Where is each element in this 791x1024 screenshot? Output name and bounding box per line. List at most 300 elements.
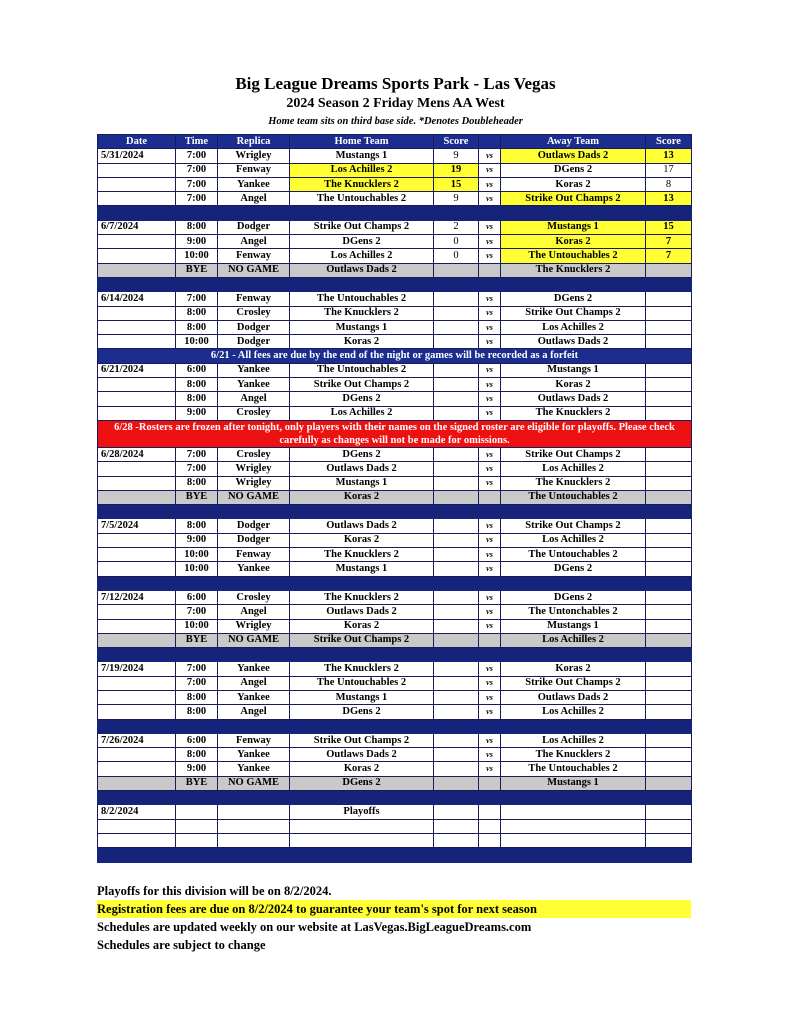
replica-cell: Dodger [218, 519, 290, 533]
replica-cell: Crosley [218, 306, 290, 320]
home-score-cell [434, 605, 479, 619]
home-score-cell: 19 [434, 163, 479, 177]
game-row [98, 149, 692, 163]
home-team-cell: The Untouchables 2 [290, 363, 434, 377]
divider-cell [98, 648, 692, 662]
time-cell: 8:00 [176, 220, 218, 234]
time-cell: 7:00 [176, 676, 218, 690]
fee-notice-row [98, 349, 692, 363]
home-score-cell: 15 [434, 177, 479, 191]
home-team-cell: Koras 2 [290, 533, 434, 547]
home-score-cell [434, 378, 479, 392]
vs-cell: vs [479, 676, 501, 690]
replica-cell: Crosley [218, 447, 290, 461]
game-row [98, 748, 692, 762]
away-team-cell: Outlaws Dads 2 [501, 149, 646, 163]
home-team-cell [290, 833, 434, 847]
vs-cell: vs [479, 363, 501, 377]
replica-cell [218, 805, 290, 819]
away-score-cell [646, 447, 692, 461]
replica-cell: NO GAME [218, 263, 290, 277]
home-score-cell [434, 533, 479, 547]
away-team-cell: The Untouchables 2 [501, 249, 646, 263]
away-score-cell [646, 562, 692, 576]
home-team-cell: Mustangs 1 [290, 476, 434, 490]
vs-cell: vs [479, 562, 501, 576]
vs-cell: vs [479, 292, 501, 306]
away-team-cell: The Knucklers 2 [501, 748, 646, 762]
home-score-cell [434, 676, 479, 690]
date-cell [98, 833, 176, 847]
home-score-cell [434, 776, 479, 790]
time-cell [176, 819, 218, 833]
vs-cell: vs [479, 605, 501, 619]
home-score-cell [434, 462, 479, 476]
game-row [98, 392, 692, 406]
game-row [98, 292, 692, 306]
vs-cell: vs [479, 447, 501, 461]
away-team-cell: Strike Out Champs 2 [501, 676, 646, 690]
bye-row [98, 263, 692, 277]
home-score-cell [434, 292, 479, 306]
replica-cell: Yankee [218, 690, 290, 704]
website-note: Schedules are updated weekly on our website at LasVegas.BigLeagueDreams.com [97, 920, 532, 934]
vs-cell: vs [479, 335, 501, 349]
time-cell: 10:00 [176, 619, 218, 633]
away-score-cell [646, 690, 692, 704]
home-team-cell: Koras 2 [290, 762, 434, 776]
date-cell: 7/5/2024 [98, 519, 176, 533]
vs-cell: vs [479, 733, 501, 747]
vs-cell: vs [479, 690, 501, 704]
home-team-cell: The Knucklers 2 [290, 306, 434, 320]
home-team-cell: DGens 2 [290, 776, 434, 790]
time-cell: BYE [176, 490, 218, 504]
date-cell [98, 392, 176, 406]
home-team-cell: The Untouchables 2 [290, 192, 434, 206]
home-team-cell: The Untouchables 2 [290, 292, 434, 306]
game-row [98, 533, 692, 547]
away-score-cell [646, 548, 692, 562]
week-divider-row [98, 206, 692, 220]
away-score-cell: 7 [646, 235, 692, 249]
vs-cell [479, 776, 501, 790]
date-cell [98, 249, 176, 263]
date-cell [98, 562, 176, 576]
home-score-cell [434, 819, 479, 833]
vs-cell: vs [479, 619, 501, 633]
away-score-cell [646, 320, 692, 334]
notice-text: 6/21 - All fees are due by the end of the night or games will be recorded as a forfeit [98, 349, 692, 363]
week-divider-row [98, 791, 692, 805]
replica-cell: Angel [218, 235, 290, 249]
away-team-cell: Strike Out Champs 2 [501, 447, 646, 461]
game-row [98, 819, 692, 833]
home-team-cell: The Untouchables 2 [290, 676, 434, 690]
bye-row [98, 490, 692, 504]
game-row [98, 447, 692, 461]
divider-cell [98, 576, 692, 590]
replica-cell: Dodger [218, 320, 290, 334]
away-team-cell: DGens 2 [501, 562, 646, 576]
away-team-cell: Mustangs 1 [501, 220, 646, 234]
away-team-cell: Los Achilles 2 [501, 462, 646, 476]
time-cell: 8:00 [176, 476, 218, 490]
away-team-cell: DGens 2 [501, 292, 646, 306]
week-divider-row [98, 848, 692, 862]
home-team-cell: Mustangs 1 [290, 320, 434, 334]
home-score-cell [434, 690, 479, 704]
vs-cell: vs [479, 220, 501, 234]
column-header: Score [646, 135, 692, 149]
replica-cell: NO GAME [218, 776, 290, 790]
home-score-cell [434, 392, 479, 406]
date-cell: 5/31/2024 [98, 149, 176, 163]
away-team-cell: Strike Out Champs 2 [501, 306, 646, 320]
away-score-cell: 13 [646, 149, 692, 163]
time-cell: 8:00 [176, 690, 218, 704]
away-team-cell: Los Achilles 2 [501, 320, 646, 334]
home-team-cell: Strike Out Champs 2 [290, 733, 434, 747]
away-team-cell: Los Achilles 2 [501, 705, 646, 719]
home-score-cell [434, 748, 479, 762]
home-score-cell [434, 705, 479, 719]
time-cell: 9:00 [176, 235, 218, 249]
page-subtitle: 2024 Season 2 Friday Mens AA West [286, 96, 505, 111]
away-score-cell [646, 819, 692, 833]
away-score-cell [646, 378, 692, 392]
away-team-cell: The Untouchables 2 [501, 548, 646, 562]
home-team-cell: Playoffs [290, 805, 434, 819]
away-team-cell [501, 833, 646, 847]
game-row [98, 733, 692, 747]
date-cell [98, 378, 176, 392]
home-score-cell [434, 519, 479, 533]
home-score-cell [434, 562, 479, 576]
game-row [98, 676, 692, 690]
date-cell [98, 605, 176, 619]
bye-row [98, 633, 692, 647]
away-score-cell [646, 619, 692, 633]
away-score-cell [646, 363, 692, 377]
vs-cell: vs [479, 748, 501, 762]
away-team-cell: Koras 2 [501, 662, 646, 676]
away-score-cell [646, 676, 692, 690]
time-cell: 10:00 [176, 335, 218, 349]
vs-cell: vs [479, 378, 501, 392]
vs-cell [479, 819, 501, 833]
game-row [98, 690, 692, 704]
home-score-cell [434, 406, 479, 420]
time-cell: 9:00 [176, 762, 218, 776]
away-score-cell: 17 [646, 163, 692, 177]
away-score-cell [646, 705, 692, 719]
vs-cell: vs [479, 590, 501, 604]
time-cell: 8:00 [176, 519, 218, 533]
game-row [98, 705, 692, 719]
time-cell: 6:00 [176, 733, 218, 747]
away-score-cell [646, 292, 692, 306]
vs-cell [479, 833, 501, 847]
replica-cell: Fenway [218, 548, 290, 562]
time-cell: 8:00 [176, 306, 218, 320]
schedule-table [97, 134, 692, 863]
away-team-cell: The Knucklers 2 [501, 406, 646, 420]
date-cell [98, 192, 176, 206]
home-team-cell: Los Achilles 2 [290, 163, 434, 177]
away-team-cell: The Untouchables 2 [501, 490, 646, 504]
table-header-row [98, 135, 692, 149]
date-cell [98, 235, 176, 249]
time-cell: 7:00 [176, 605, 218, 619]
date-cell [98, 748, 176, 762]
home-team-cell: DGens 2 [290, 392, 434, 406]
home-score-cell: 2 [434, 220, 479, 234]
home-score-cell [434, 447, 479, 461]
vs-cell: vs [479, 548, 501, 562]
date-cell [98, 548, 176, 562]
away-score-cell [646, 776, 692, 790]
away-score-cell [646, 519, 692, 533]
column-header [479, 135, 501, 149]
column-header: Home Team [290, 135, 434, 149]
column-header: Replica [218, 135, 290, 149]
vs-cell: vs [479, 462, 501, 476]
date-cell [98, 177, 176, 191]
vs-cell: vs [479, 762, 501, 776]
time-cell: 7:00 [176, 447, 218, 461]
replica-cell: Crosley [218, 590, 290, 604]
date-cell: 6/28/2024 [98, 447, 176, 461]
game-row [98, 378, 692, 392]
date-cell: 7/26/2024 [98, 733, 176, 747]
vs-cell: vs [479, 705, 501, 719]
away-score-cell [646, 762, 692, 776]
date-cell: 6/7/2024 [98, 220, 176, 234]
vs-cell: vs [479, 163, 501, 177]
away-score-cell [646, 533, 692, 547]
away-score-cell [646, 263, 692, 277]
game-row [98, 177, 692, 191]
away-team-cell [501, 805, 646, 819]
home-team-cell: Los Achilles 2 [290, 249, 434, 263]
away-team-cell: The Untouchables 2 [501, 762, 646, 776]
game-row [98, 548, 692, 562]
away-team-cell: Mustangs 1 [501, 619, 646, 633]
away-score-cell: 8 [646, 177, 692, 191]
home-team-cell: Strike Out Champs 2 [290, 633, 434, 647]
away-score-cell [646, 476, 692, 490]
vs-cell: vs [479, 533, 501, 547]
bye-row [98, 776, 692, 790]
schedule-table-container [97, 134, 691, 863]
home-team-cell: Koras 2 [290, 335, 434, 349]
replica-cell: Yankee [218, 562, 290, 576]
replica-cell: Yankee [218, 762, 290, 776]
away-team-cell: Strike Out Champs 2 [501, 519, 646, 533]
game-row [98, 235, 692, 249]
time-cell: 7:00 [176, 163, 218, 177]
date-cell [98, 819, 176, 833]
game-row [98, 163, 692, 177]
home-score-cell [434, 548, 479, 562]
time-cell: 7:00 [176, 292, 218, 306]
away-team-cell: The Knucklers 2 [501, 263, 646, 277]
away-score-cell [646, 662, 692, 676]
home-score-cell [434, 363, 479, 377]
game-row [98, 406, 692, 420]
home-score-cell [434, 306, 479, 320]
game-row [98, 335, 692, 349]
away-team-cell: Los Achilles 2 [501, 533, 646, 547]
date-cell [98, 406, 176, 420]
column-header: Date [98, 135, 176, 149]
week-divider-row [98, 648, 692, 662]
time-cell: 6:00 [176, 590, 218, 604]
vs-cell: vs [479, 235, 501, 249]
time-cell: 7:00 [176, 177, 218, 191]
game-row [98, 562, 692, 576]
home-score-cell: 9 [434, 192, 479, 206]
away-team-cell: Koras 2 [501, 235, 646, 249]
replica-cell: Crosley [218, 406, 290, 420]
away-score-cell [646, 833, 692, 847]
replica-cell: NO GAME [218, 490, 290, 504]
time-cell: 8:00 [176, 705, 218, 719]
date-cell [98, 476, 176, 490]
replica-cell: Yankee [218, 748, 290, 762]
home-score-cell [434, 762, 479, 776]
home-score-cell: 0 [434, 235, 479, 249]
playoffs-note: Playoffs for this division will be on 8/2/2024. [97, 884, 332, 898]
registration-note: Registration fees are due on 8/2/2024 to guarantee your team's spot for next season [97, 900, 691, 918]
divider-cell [98, 505, 692, 519]
home-team-cell [290, 819, 434, 833]
replica-cell: Yankee [218, 662, 290, 676]
time-cell [176, 805, 218, 819]
home-score-cell [434, 633, 479, 647]
date-cell [98, 705, 176, 719]
replica-cell: Yankee [218, 363, 290, 377]
date-cell [98, 676, 176, 690]
replica-cell: Wrigley [218, 619, 290, 633]
time-cell [176, 833, 218, 847]
home-score-cell: 9 [434, 149, 479, 163]
away-team-cell: Koras 2 [501, 177, 646, 191]
time-cell: 7:00 [176, 149, 218, 163]
vs-cell: vs [479, 392, 501, 406]
game-row [98, 363, 692, 377]
home-team-cell: Outlaws Dads 2 [290, 263, 434, 277]
column-header: Time [176, 135, 218, 149]
away-team-cell: The Untonchables 2 [501, 605, 646, 619]
home-team-cell: DGens 2 [290, 235, 434, 249]
date-cell: 8/2/2024 [98, 805, 176, 819]
game-row [98, 476, 692, 490]
game-row [98, 833, 692, 847]
away-score-cell: 7 [646, 249, 692, 263]
date-cell [98, 776, 176, 790]
replica-cell: Yankee [218, 177, 290, 191]
divider-cell [98, 277, 692, 291]
replica-cell: Wrigley [218, 476, 290, 490]
home-team-cell: Outlaws Dads 2 [290, 462, 434, 476]
divider-cell [98, 848, 692, 862]
replica-cell [218, 819, 290, 833]
date-cell [98, 690, 176, 704]
time-cell: 7:00 [176, 662, 218, 676]
vs-cell: vs [479, 519, 501, 533]
away-team-cell: Outlaws Dads 2 [501, 335, 646, 349]
away-team-cell: Mustangs 1 [501, 776, 646, 790]
vs-cell: vs [479, 249, 501, 263]
home-team-cell: Mustangs 1 [290, 149, 434, 163]
footer-notes [97, 882, 691, 954]
home-team-cell: Outlaws Dads 2 [290, 519, 434, 533]
replica-cell: NO GAME [218, 633, 290, 647]
date-cell [98, 762, 176, 776]
game-row [98, 249, 692, 263]
away-score-cell [646, 633, 692, 647]
replica-cell: Fenway [218, 163, 290, 177]
home-score-cell [434, 590, 479, 604]
date-cell [98, 306, 176, 320]
home-score-cell [434, 490, 479, 504]
time-cell: 10:00 [176, 548, 218, 562]
game-row [98, 462, 692, 476]
home-team-cell: The Knucklers 2 [290, 590, 434, 604]
date-cell [98, 462, 176, 476]
game-row [98, 605, 692, 619]
change-note: Schedules are subject to change [97, 938, 266, 952]
replica-cell: Fenway [218, 292, 290, 306]
time-cell: 8:00 [176, 748, 218, 762]
time-cell: BYE [176, 263, 218, 277]
time-cell: 6:00 [176, 363, 218, 377]
away-score-cell [646, 590, 692, 604]
home-score-cell [434, 320, 479, 334]
notice-text: 6/28 -Rosters are frozen after tonight, only players with their names on the signed roster are eligible for playoffs. Please check carefully as changes will not be made for omissions. [98, 420, 692, 447]
away-team-cell: Koras 2 [501, 378, 646, 392]
divider-cell [98, 206, 692, 220]
replica-cell: Wrigley [218, 149, 290, 163]
away-team-cell: DGens 2 [501, 163, 646, 177]
date-cell [98, 533, 176, 547]
game-row [98, 220, 692, 234]
replica-cell: Wrigley [218, 462, 290, 476]
vs-cell [479, 633, 501, 647]
time-cell: BYE [176, 776, 218, 790]
vs-cell [479, 490, 501, 504]
away-team-cell: Outlaws Dads 2 [501, 690, 646, 704]
home-score-cell [434, 833, 479, 847]
home-score-cell [434, 805, 479, 819]
vs-cell: vs [479, 192, 501, 206]
replica-cell: Angel [218, 705, 290, 719]
away-score-cell: 15 [646, 220, 692, 234]
away-team-cell: Mustangs 1 [501, 363, 646, 377]
time-cell: BYE [176, 633, 218, 647]
time-cell: 10:00 [176, 249, 218, 263]
away-score-cell [646, 805, 692, 819]
divider-cell [98, 791, 692, 805]
home-team-cell: Mustangs 1 [290, 562, 434, 576]
date-cell [98, 320, 176, 334]
game-row [98, 619, 692, 633]
away-score-cell [646, 335, 692, 349]
vs-cell: vs [479, 320, 501, 334]
home-team-cell: The Knucklers 2 [290, 177, 434, 191]
